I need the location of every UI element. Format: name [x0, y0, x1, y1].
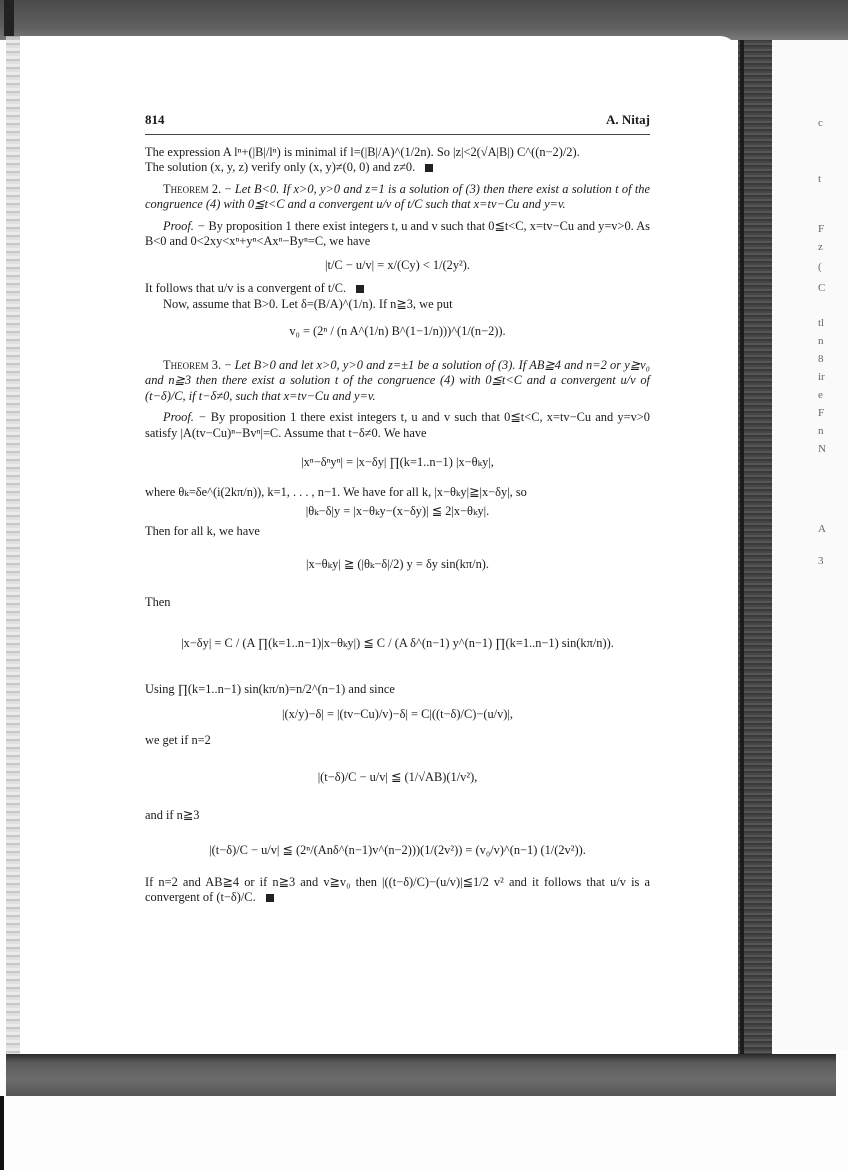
paragraph: where θₖ=δe^(i(2kπ/n)), k=1, . . . , n−1. We have for all k, |x−θₖy|≧|x−δy|, so: [145, 484, 527, 499]
equation: |(t−δ)/C − u/v| ≦ (1/√AB)(1/v²),: [317, 770, 478, 784]
fragment: n: [818, 425, 824, 437]
equation: |(t−δ)/C − u/v| ≦ (2ⁿ/(Anδ^(n−1)v^(n−2)))(1/(2v²)) = (v₀/v)^(n−1) (1/(2v²)).: [209, 843, 586, 857]
equation: v₀ = (2ⁿ / (n A^(1/n) B^(1−1/n)))^(1/(n−2)).: [289, 324, 506, 338]
fragment: n: [818, 335, 824, 347]
paragraph: It follows that u/v is a convergent of t/C.: [145, 281, 650, 297]
paragraph: The solution (x, y, z) verify only (x, y)≠(0, 0) and z≠0.: [145, 160, 650, 176]
equation: |x−δy| = C / (A ∏(k=1..n−1)|x−θₖy|) ≦ C / (A δ^(n−1) y^(n−1) ∏(k=1..n−1) sin(kπ/n)).: [181, 636, 614, 650]
running-header: [145, 112, 650, 135]
facing-page: [772, 40, 848, 1050]
running-author: A. Nitaj: [605, 112, 650, 127]
fragment: 8: [818, 353, 824, 365]
paragraph: Using ∏(k=1..n−1) sin(kπ/n)=n/2^(n−1) and since: [145, 681, 395, 696]
equation: |t/C − u/v| = x/(Cy) < 1/(2y²).: [325, 257, 470, 272]
scan-left-edge: [6, 36, 20, 1056]
qed-square-icon: [356, 285, 364, 293]
fragment: (: [818, 261, 822, 273]
fragment: c: [818, 117, 823, 129]
paragraph: Then for all k, we have: [145, 523, 260, 538]
scan-shadow-top: [0, 0, 848, 40]
equation: |θₖ−δ|y = |x−θₖy−(x−δy)| ≦ 2|x−θₖy|.: [305, 504, 490, 518]
fragment: F: [818, 223, 825, 235]
qed-square-icon: [425, 164, 433, 172]
theorem-2: Theorem 2. − Let B<0. If x>0, y>0 and z=1 is a solution of (3) then there exist a solution t of the congruence (4) with 0≦t<C and a convergent u/v of t/C such that x=tv−Cu and y=v.: [145, 181, 650, 211]
scan-edge-top-left: [4, 0, 14, 36]
proof-1: Proof. − By proposition 1 there exist integers t, u and v such that 0≦t<C, x=tv−Cu and y=v>0. As B<0 and 0<2xy<xⁿ+yⁿ<Axⁿ−Byⁿ=C, we have: [145, 218, 650, 248]
fragment: N: [818, 443, 826, 455]
book-gutter-edge: [740, 40, 744, 1055]
page-content: [145, 105, 650, 906]
fragment: A: [818, 523, 826, 535]
proof-2: Proof. − By proposition 1 there exist integers t, u and v such that 0≦t<C, x=tv−Cu and y=v>0 satisfy |A(tv−Cu)ⁿ−Bvⁿ|=C. Assume that t−δ≠0. We have: [145, 410, 650, 440]
paragraph: and if n≧3: [145, 807, 200, 822]
fragment: 3: [818, 555, 824, 567]
qed-square-icon: [266, 894, 274, 902]
fragment: e: [818, 389, 823, 401]
equation: |(x/y)−δ| = |(tv−Cu)/v)−δ| = C|((t−δ)/C)−(u/v)|,: [281, 707, 513, 721]
fragment: z: [818, 241, 823, 253]
fragment: t: [818, 173, 822, 185]
scan-edge-bottom-left: [0, 1096, 4, 1170]
paragraph: The expression A lⁿ+(|B|/lⁿ) is minimal if l=(|B|/A)^(1/2n). So |z|<2(√A|B|) C^((n−2)/2).: [145, 144, 580, 159]
fragment: ir: [818, 371, 825, 383]
scan-shadow-bottom: [6, 1054, 836, 1096]
theorem-3: Theorem 3. − Let B>0 and let x>0, y>0 and z=±1 be a solution of (3). If AB≧4 and n=2 or y≧v₀ and n≧3 then there exist a solution t of the congruence (4) with 0≦t<C and a convergent u/v of (t−δ)/C, if t−δ≠0, such that x=tv−Cu and y=v.: [145, 357, 650, 403]
paragraph: If n=2 and AB≧4 or if n≧3 and v≧v₀ then |((t−δ)/C)−(u/v)|≦1/2 v² and it follows that u/v is a convergent of (t−δ)/C.: [145, 874, 650, 904]
fragment: C: [818, 282, 826, 294]
paragraph: Then: [145, 594, 171, 609]
scan-blank-area: [0, 1096, 848, 1170]
fragment: F: [818, 407, 825, 419]
paragraph: we get if n=2: [145, 732, 211, 747]
equation: |x−θₖy| ≧ (|θₖ−δ|/2) y = δy sin(kπ/n).: [305, 557, 489, 571]
page-number: 814: [145, 112, 165, 127]
paragraph: Now, assume that B>0. Let δ=(B/A)^(1/n). If n≧3, we put: [163, 296, 453, 311]
equation: |xⁿ−δⁿyⁿ| = |x−δy| ∏(k=1..n−1) |x−θₖy|,: [301, 455, 494, 469]
fragment: tl: [818, 317, 825, 329]
